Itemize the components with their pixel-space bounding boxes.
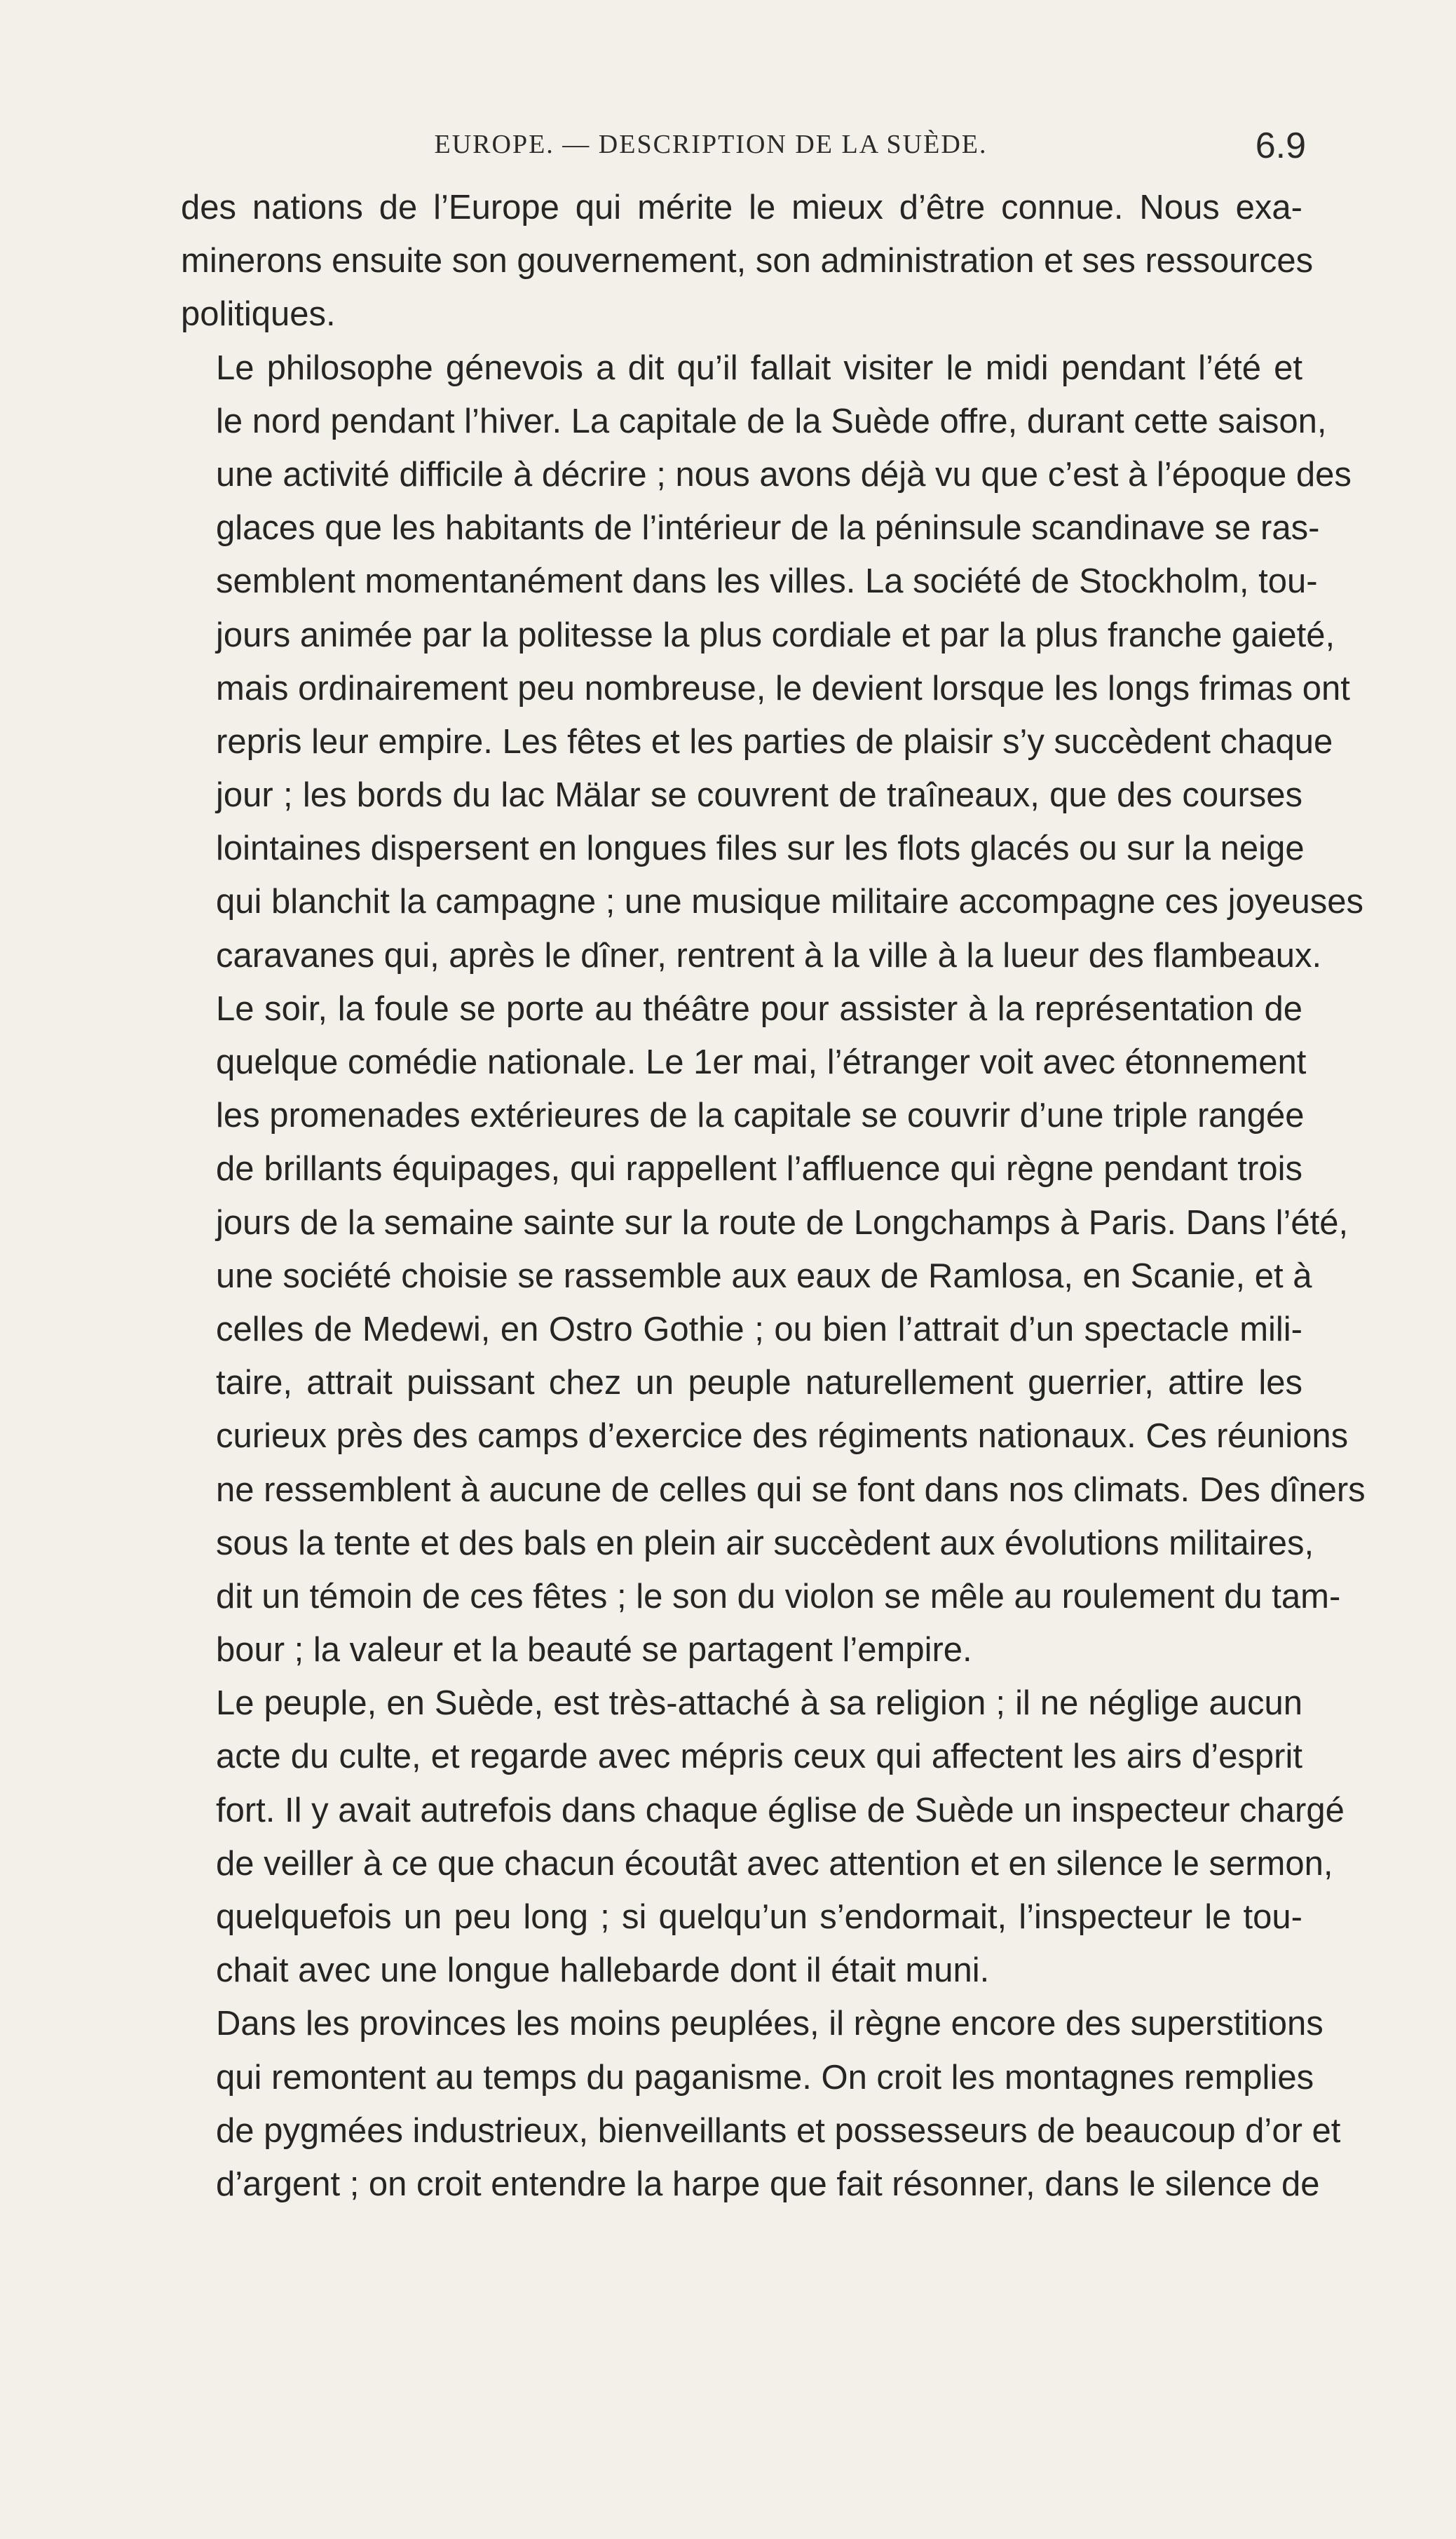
page-number: 6.9	[1255, 126, 1306, 166]
text-line: de veiller à ce que chacun écoutât avec attention et en silence le sermon,	[216, 1844, 1333, 1883]
text-line: de pygmées industrieux, bienveillants et possesseurs de beaucoup d’or et	[216, 2111, 1341, 2150]
text-line: celles de Medewi, en Ostro Gothie ; ou bien l’attrait d’un spectacle mili-	[216, 1310, 1302, 1348]
text-line: Le soir, la foule se porte au théâtre pour assister à la représentation de	[216, 989, 1302, 1028]
text-line: caravanes qui, après le dîner, rentrent à la ville à la lueur des flambeaux.	[216, 936, 1322, 975]
page-header	[179, 125, 1306, 174]
text-line: Le peuple, en Suède, est très-attaché à sa religion ; il ne néglige aucun	[216, 1684, 1302, 1723]
text-line: quelquefois un peu long ; si quelqu’un s’endormait, l’inspecteur le tou-	[216, 1898, 1302, 1936]
text-line: politiques.	[181, 295, 336, 334]
paragraph	[181, 181, 1314, 341]
text-line: glaces que les habitants de l’intérieur de la péninsule scandinave se ras-	[216, 509, 1320, 548]
text-line: acte du culte, et regarde avec mépris ceux qui affectent les airs d’esprit	[216, 1738, 1302, 1776]
text-line: qui blanchit la campagne ; une musique militaire accompagne ces joyeuses	[216, 883, 1363, 921]
text-line: qui remontent au temps du paganisme. On croit les montagnes remplies	[216, 2058, 1314, 2097]
text-line: chait avec une longue hallebarde dont il était muni.	[216, 1951, 990, 1990]
text-line: le nord pendant l’hiver. La capitale de la Suède offre, durant cette saison,	[216, 402, 1327, 440]
text-line: dit un témoin de ces fêtes ; le son du violon se mêle au roulement du tam-	[216, 1577, 1341, 1616]
text-line: des nations de l’Europe qui mérite le mieux d’être connue. Nous exa-	[181, 189, 1302, 226]
text-line: une activité difficile à décrire ; nous avons déjà vu que c’est à l’époque des	[216, 455, 1352, 494]
text-line: les promenades extérieures de la capitale se couvrir d’une triple rangée	[216, 1097, 1305, 1135]
text-line: de brillants équipages, qui rappellent l’affluence qui règne pendant trois	[216, 1150, 1302, 1189]
text-line: une société choisie se rassemble aux eaux de Ramlosa, en Scanie, et à	[216, 1257, 1312, 1295]
text-line: minerons ensuite son gouvernement, son administration et ses ressources	[181, 242, 1314, 280]
text-line: repris leur empire. Les fêtes et les parties de plaisir s’y succèdent chaque	[216, 722, 1333, 761]
text-line: jours de la semaine sainte sur la route de Longchamps à Paris. Dans l’été,	[216, 1203, 1349, 1242]
running-title: EUROPE. — DESCRIPTION DE LA SUÈDE.	[434, 130, 988, 159]
text-line: jours animée par la politesse la plus cordiale et par la plus franche gaieté,	[216, 616, 1335, 654]
text-line: lointaines dispersent en longues files sur les flots glacés ou sur la neige	[216, 830, 1305, 868]
text-line: mais ordinairement peu nombreuse, le devient lorsque les longs frimas ont	[216, 669, 1350, 707]
text-line: fort. Il y avait autrefois dans chaque église de Suède un inspecteur chargé	[216, 1791, 1345, 1829]
text-line: d’argent ; on croit entendre la harpe que fait résonner, dans le silence de	[216, 2165, 1320, 2203]
text-line: Dans les provinces les moins peuplées, il règne encore des superstitions	[216, 2005, 1324, 2043]
text-line: jour ; les bords du lac Mälar se couvrent de traîneaux, que des courses	[216, 776, 1302, 815]
text-line: sous la tente et des bals en plein air succèdent aux évolutions militaires,	[216, 1524, 1314, 1562]
text-line: curieux près des camps d’exercice des régiments nationaux. Ces réunions	[216, 1417, 1349, 1456]
text-line: Le philosophe génevois a dit qu’il fallait visiter le midi pendant l’été et	[216, 348, 1302, 387]
text-line: ne ressemblent à aucune de celles qui se font dans nos climats. Des dîners	[216, 1470, 1366, 1509]
paragraph	[181, 1677, 1345, 1997]
paragraph	[181, 341, 1366, 1677]
text-line: quelque comédie nationale. Le 1er mai, l’étranger voit avec étonnement	[216, 1043, 1307, 1081]
text-line: semblent momentanément dans les villes. La société de Stockholm, tou-	[216, 562, 1318, 601]
body-text	[181, 181, 1366, 2211]
text-line: taire, attrait puissant chez un peuple naturellement guerrier, attire les	[216, 1364, 1302, 1402]
text-line: bour ; la valeur et la beauté se partagent l’empire.	[216, 1631, 972, 1670]
paragraph	[181, 1997, 1341, 2211]
